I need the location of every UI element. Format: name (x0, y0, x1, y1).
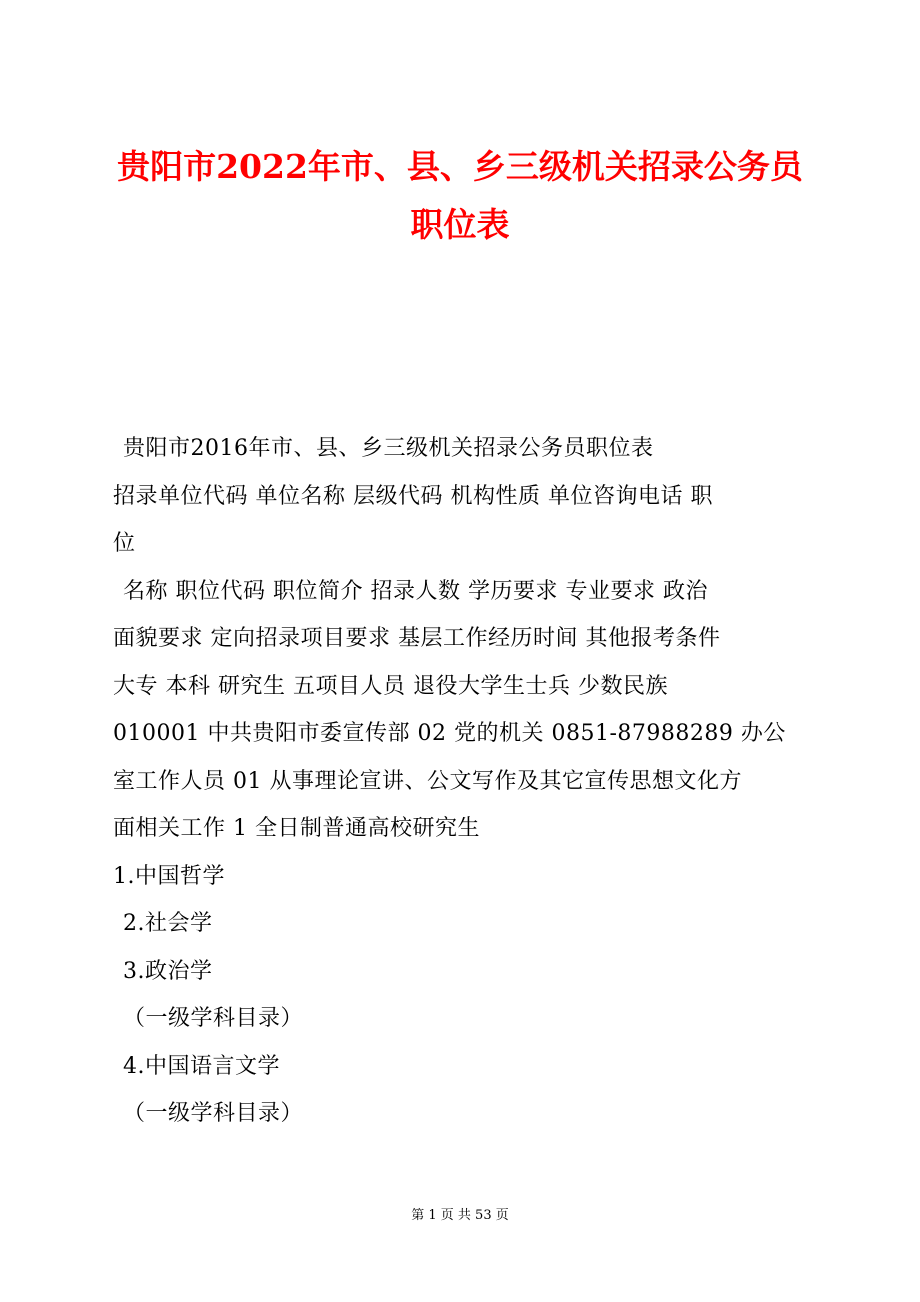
title-line-1: 贵阳市2022年市、县、乡三级机关招录公务员 (117, 147, 803, 186)
list-item: 4.中国语言文学 (123, 1053, 280, 1079)
body-line: 贵阳市2016年市、县、乡三级机关招录公务员职位表 (123, 436, 654, 461)
list-item-note: （一级学科目录） (123, 1006, 304, 1031)
body-line: 室工作人员 01 从事理论宣讲、公文写作及其它宣传思想文化方 (113, 768, 742, 794)
document-title (100, 138, 820, 254)
list-item: 3.政治学 (123, 958, 213, 984)
page-number-footer: 第 1 页 共 53 页 (411, 1208, 509, 1223)
list-item: 1.中国哲学 (113, 863, 225, 889)
title-line-2: 职位表 (410, 205, 510, 244)
body-line: 大专 本科 研究生 五项目人员 退役大学生士兵 少数民族 (113, 673, 668, 699)
list-item-note: （一级学科目录） (123, 1101, 304, 1126)
body-line: 面貌要求 定向招录项目要求 基层工作经历时间 其他报考条件 (113, 626, 721, 651)
body-line: 名称 职位代码 职位简介 招录人数 学历要求 专业要求 政治 (123, 578, 708, 604)
body-line: 招录单位代码 单位名称 层级代码 机构性质 单位咨询电话 职 (113, 483, 713, 509)
list-item: 2.社会学 (123, 911, 213, 936)
document-body (113, 425, 813, 1138)
body-line: 面相关工作 1 全日制普通高校研究生 (113, 816, 480, 841)
body-line: 010001 中共贵阳市委宣传部 02 党的机关 0851-87988289 办公 (113, 721, 786, 746)
body-line: 位 (113, 531, 136, 556)
